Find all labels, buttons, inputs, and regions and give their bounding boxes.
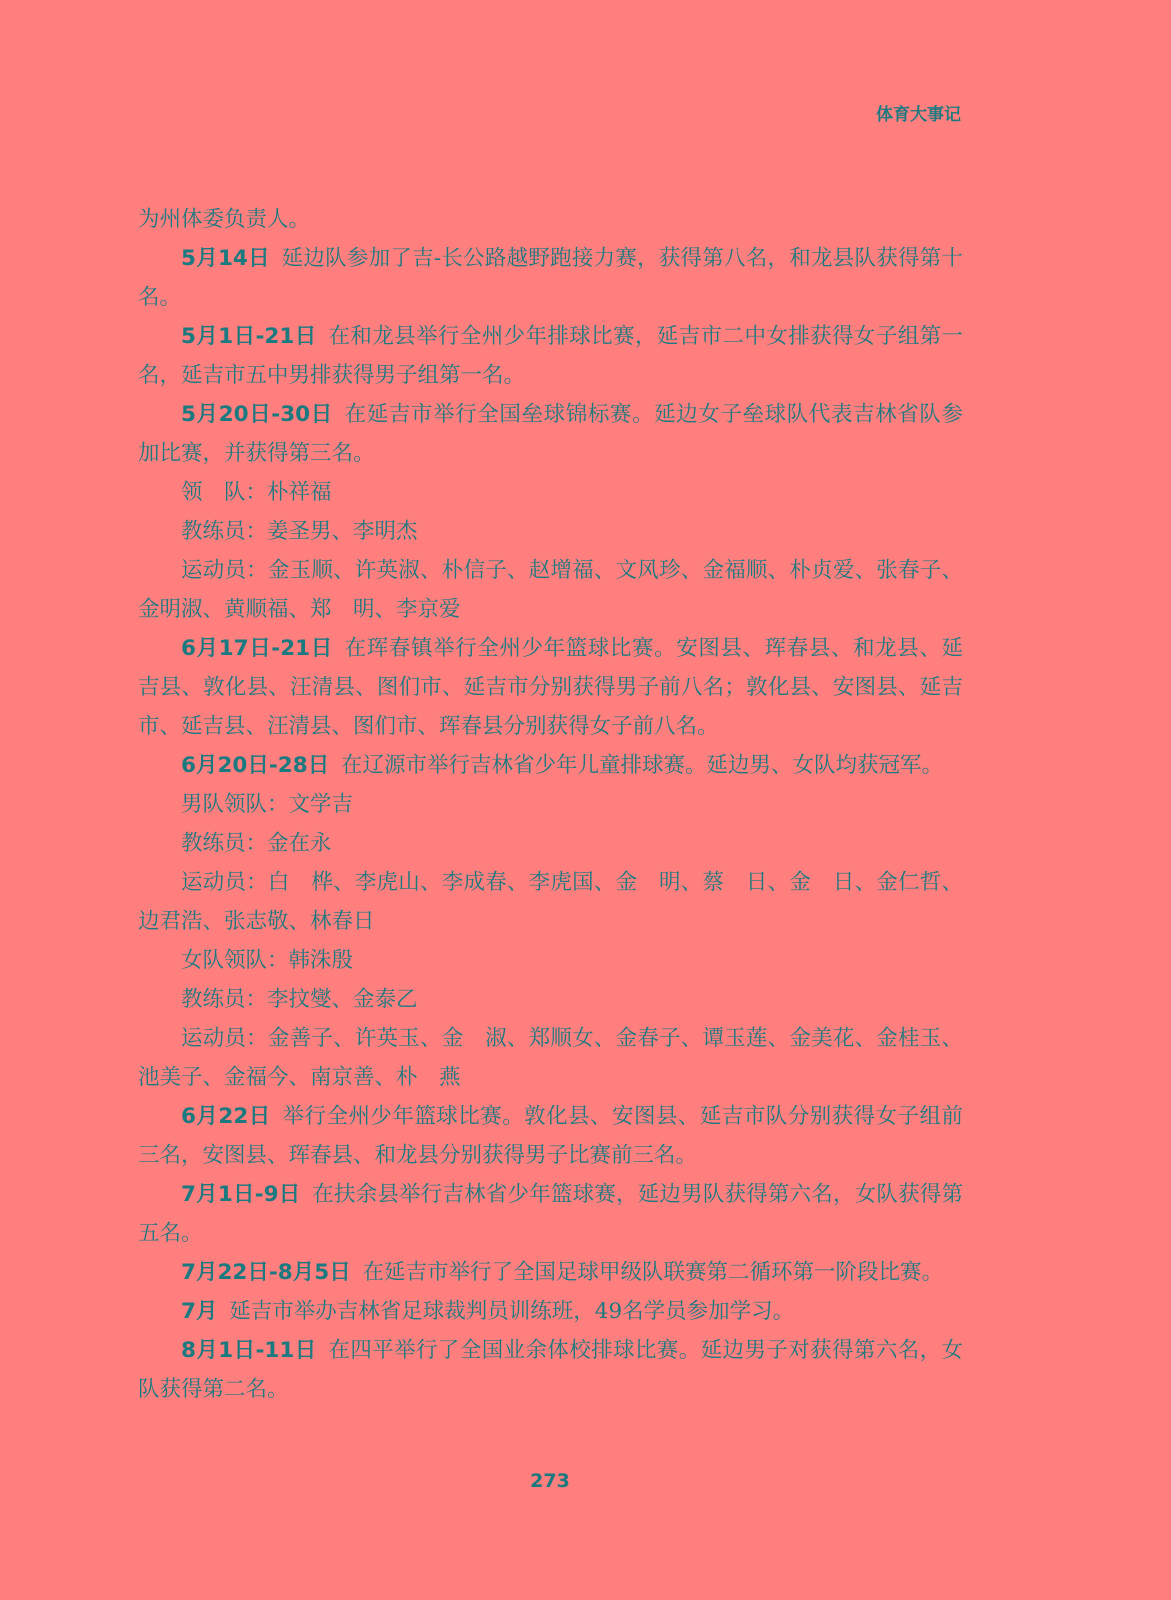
event-text: 在珲春镇举行全州少年篮球比赛。安图县、珲春县、和龙县、延吉县、敦化县、汪清县、图们市、延吉市分别获得男子前八名；敦化县、安图县、延吉市、延吉县、汪清县、图们市、珲春县分别获得女子前八名。 xyxy=(138,636,963,739)
event-entry xyxy=(138,1175,963,1253)
event-date: 6月20日-28日 xyxy=(181,753,330,778)
roster-line xyxy=(138,473,963,512)
event-text: 举行全州少年篮球比赛。敦化县、安图县、延吉市队分别获得女子组前三名，安图县、珲春县、和龙县分别获得男子比赛前三名。 xyxy=(138,1104,963,1168)
roster-line xyxy=(138,1019,963,1097)
roster-text: 教练员：李抆燮、金泰乙 xyxy=(181,987,418,1012)
roster-line xyxy=(138,785,963,824)
event-date: 5月14日 xyxy=(181,246,270,271)
event-entry xyxy=(138,746,963,785)
paragraph-text: 为州体委负责人。 xyxy=(138,207,311,232)
event-text: 在延吉市举行了全国足球甲级队联赛第二循环第一阶段比赛。 xyxy=(362,1260,944,1285)
event-text: 在延吉市举行全国垒球锦标赛。延边女子垒球队代表吉林省队参加比赛，并获得第三名。 xyxy=(138,402,963,466)
event-entry xyxy=(138,1253,963,1292)
event-entry xyxy=(138,395,963,473)
roster-line xyxy=(138,980,963,1019)
event-date: 8月1日-11日 xyxy=(181,1338,317,1363)
event-text: 在四平举行了全国业余体校排球比赛。延边男子对获得第六名，女队获得第二名。 xyxy=(138,1338,963,1402)
roster-text: 领 队：朴祥福 xyxy=(181,480,332,505)
roster-text: 教练员：金在永 xyxy=(181,831,332,856)
roster-text: 运动员：金玉顺、许英淑、朴信子、赵增福、文风珍、金福顺、朴贞爱、张春子、金明淑、黄顺福、郑 明、李京爱 xyxy=(138,558,963,622)
running-header: 体育大事记 xyxy=(876,105,961,125)
event-date: 7月 xyxy=(181,1299,218,1324)
event-date: 5月1日-21日 xyxy=(181,324,317,349)
roster-line xyxy=(138,551,963,629)
page-number: 273 xyxy=(530,1470,570,1492)
event-text: 在和龙县举行全州少年排球比赛，延吉市二中女排获得女子组第一名，延吉市五中男排获得男子组第一名。 xyxy=(138,324,963,388)
event-entry xyxy=(138,317,963,395)
event-entry xyxy=(138,1097,963,1175)
roster-line xyxy=(138,824,963,863)
event-date: 7月1日-9日 xyxy=(181,1182,301,1207)
event-date: 6月22日 xyxy=(181,1104,271,1129)
event-entry xyxy=(138,1292,963,1331)
event-text: 在辽源市举行吉林省少年儿童排球赛。延边男、女队均获冠军。 xyxy=(341,753,944,778)
event-entry xyxy=(138,239,963,317)
event-text: 在扶余县举行吉林省少年篮球赛，延边男队获得第六名，女队获得第五名。 xyxy=(138,1182,963,1246)
roster-text: 女队领队：韩洙殷 xyxy=(181,948,354,973)
event-entry xyxy=(138,629,963,746)
event-date: 5月20日-30日 xyxy=(181,402,333,427)
roster-line xyxy=(138,941,963,980)
roster-text: 运动员：金善子、许英玉、金 淑、郑顺女、金春子、谭玉莲、金美花、金桂玉、池美子、金福今、南京善、朴 燕 xyxy=(138,1026,963,1090)
event-text: 延边队参加了吉-长公路越野跑接力赛，获得第八名，和龙县队获得第十名。 xyxy=(138,246,963,310)
roster-line xyxy=(138,863,963,941)
roster-text: 运动员：白 桦、李虎山、李成春、李虎国、金 明、蔡 日、金 日、金仁哲、边君浩、张志敬、林春日 xyxy=(138,870,963,934)
paragraph xyxy=(138,200,963,239)
roster-text: 教练员：姜圣男、李明杰 xyxy=(181,519,418,544)
event-date: 6月17日-21日 xyxy=(181,636,333,661)
event-entry xyxy=(138,1331,963,1409)
document-body xyxy=(138,200,963,1409)
roster-line xyxy=(138,512,963,551)
roster-text: 男队领队：文学吉 xyxy=(181,792,354,817)
event-date: 7月22日-8月5日 xyxy=(181,1260,351,1285)
event-text: 延吉市举办吉林省足球裁判员训练班，49名学员参加学习。 xyxy=(229,1299,795,1324)
